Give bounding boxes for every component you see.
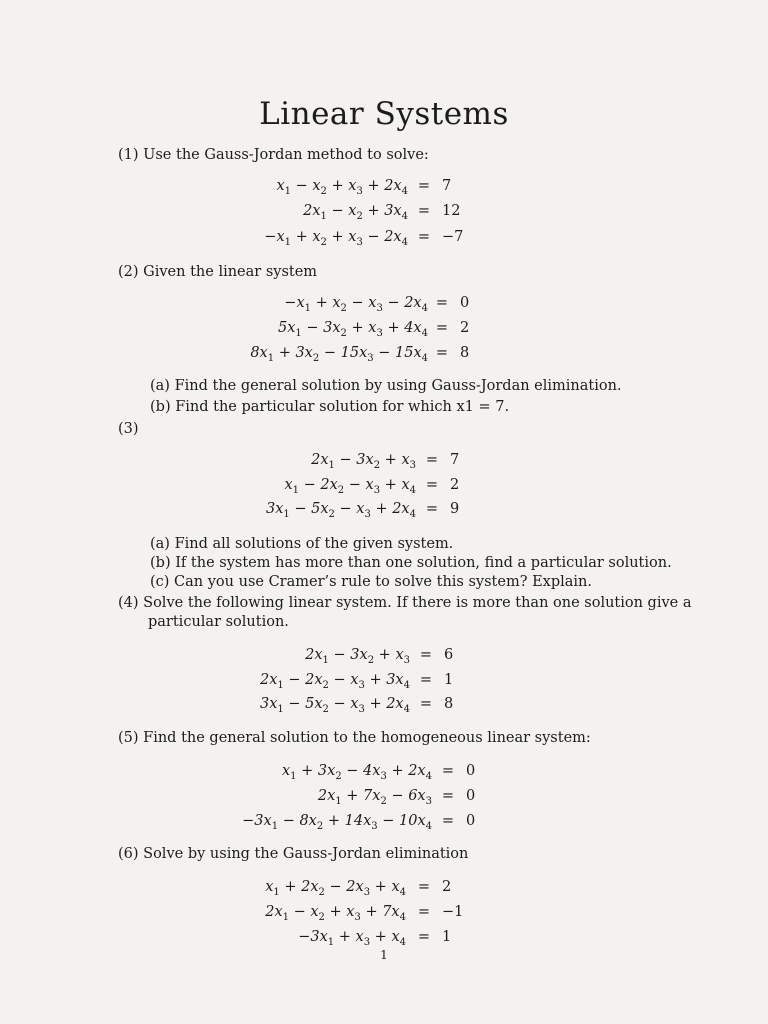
equation-row bbox=[0, 877, 768, 897]
equation-rhs: −1 bbox=[442, 904, 464, 920]
equation-row bbox=[0, 176, 768, 196]
equation-lhs: $x_1 + 2x_2 - 2x_3 + x_4$ bbox=[265, 879, 406, 898]
equation-lhs: $-3x_1 + x_3 + x_4$ bbox=[298, 929, 406, 948]
equation-lhs: $2x_1 - x_2 + 3x_4$ bbox=[303, 203, 408, 222]
equals-sign: = bbox=[417, 203, 431, 219]
equation-row bbox=[0, 927, 768, 947]
equals-sign: = bbox=[435, 320, 449, 336]
equals-sign: = bbox=[417, 879, 431, 895]
equals-sign: = bbox=[435, 345, 449, 361]
problem-4-text: (4) Solve the following linear system. If there is more than one solution give a bbox=[118, 595, 692, 611]
equation-row bbox=[0, 318, 768, 338]
equation-rhs: 8 bbox=[444, 696, 454, 712]
equation-rhs: 7 bbox=[450, 452, 460, 468]
equation-rhs: 1 bbox=[442, 929, 452, 945]
equation-lhs: $2x_1 - x_2 + x_3 + 7x_4$ bbox=[265, 904, 406, 923]
equation-lhs: $2x_1 - 3x_2 + x_3$ bbox=[311, 452, 416, 471]
equation-rhs: 6 bbox=[444, 647, 454, 663]
equation-rhs: −7 bbox=[442, 229, 464, 245]
problem-1-text: (1) Use the Gauss-Jordan method to solve: bbox=[118, 147, 429, 163]
equation-row bbox=[0, 786, 768, 806]
equation-rhs: 2 bbox=[460, 320, 470, 336]
equation-rhs: 0 bbox=[460, 295, 470, 311]
equation-lhs: $3x_1 - 5x_2 - x_3 + 2x_4$ bbox=[265, 501, 416, 520]
equation-row bbox=[0, 902, 768, 922]
equation-row bbox=[0, 499, 768, 519]
equals-sign: = bbox=[417, 229, 431, 245]
equals-sign: = bbox=[417, 178, 431, 194]
equation-lhs: $-x_1 + x_2 + x_3 - 2x_4$ bbox=[264, 229, 408, 248]
equals-sign: = bbox=[441, 813, 455, 829]
problem-3-label: (3) bbox=[118, 421, 139, 437]
equation-row bbox=[0, 293, 768, 313]
equation-row bbox=[0, 201, 768, 221]
equals-sign: = bbox=[435, 295, 449, 311]
equation-row bbox=[0, 811, 768, 831]
equation-rhs: 9 bbox=[450, 501, 460, 517]
equation-rhs: 2 bbox=[450, 477, 460, 493]
equation-lhs: $2x_1 - 2x_2 - x_3 + 3x_4$ bbox=[259, 672, 410, 691]
equals-sign: = bbox=[425, 452, 439, 468]
equals-sign: = bbox=[425, 477, 439, 493]
problem-4-text-continued: particular solution. bbox=[148, 614, 289, 630]
problem-2b-text: (b) Find the particular solution for which x1 = 7. bbox=[150, 399, 510, 415]
equation-rhs: 2 bbox=[442, 879, 452, 895]
equation-lhs: $5x_1 - 3x_2 + x_3 + 4x_4$ bbox=[277, 320, 428, 339]
equation-rhs: 1 bbox=[444, 672, 454, 688]
problem-2a-text: (a) Find the general solution by using Gauss-Jordan elimination. bbox=[150, 378, 622, 394]
problem-2-text: (2) Given the linear system bbox=[118, 264, 318, 280]
equals-sign: = bbox=[417, 904, 431, 920]
equals-sign: = bbox=[441, 763, 455, 779]
problem-3a-text: (a) Find all solutions of the given system. bbox=[150, 536, 454, 552]
equation-rhs: 8 bbox=[460, 345, 470, 361]
equation-rhs: 12 bbox=[442, 203, 461, 219]
equation-lhs: $3x_1 - 5x_2 - x_3 + 2x_4$ bbox=[259, 696, 410, 715]
equals-sign: = bbox=[419, 647, 433, 663]
equation-lhs: $8x_1 + 3x_2 - 15x_3 - 15x_4$ bbox=[250, 345, 428, 364]
problem-5-text: (5) Find the general solution to the homogeneous linear system: bbox=[118, 730, 591, 746]
equals-sign: = bbox=[417, 929, 431, 945]
equation-rhs: 0 bbox=[466, 813, 476, 829]
equation-row bbox=[0, 670, 768, 690]
equals-sign: = bbox=[419, 672, 433, 688]
equation-row bbox=[0, 227, 768, 247]
equals-sign: = bbox=[425, 501, 439, 517]
page-title: Linear Systems bbox=[259, 96, 509, 132]
page-number: 1 bbox=[380, 948, 388, 962]
equation-row bbox=[0, 694, 768, 714]
equation-row bbox=[0, 761, 768, 781]
equation-lhs: $-x_1 + x_2 - x_3 - 2x_4$ bbox=[284, 295, 428, 314]
equation-row bbox=[0, 450, 768, 470]
equation-row bbox=[0, 475, 768, 495]
problem-3b-text: (b) If the system has more than one solution, find a particular solution. bbox=[150, 555, 672, 571]
equation-lhs: $2x_1 + 7x_2 - 6x_3$ bbox=[317, 788, 432, 807]
equation-rhs: 7 bbox=[442, 178, 452, 194]
equals-sign: = bbox=[419, 696, 433, 712]
equation-lhs: $x_1 - 2x_2 - x_3 + x_4$ bbox=[284, 477, 416, 496]
equation-rhs: 0 bbox=[466, 763, 476, 779]
problem-6-text: (6) Solve by using the Gauss-Jordan elimination bbox=[118, 846, 469, 862]
equation-rhs: 0 bbox=[466, 788, 476, 804]
equals-sign: = bbox=[441, 788, 455, 804]
equation-row bbox=[0, 645, 768, 665]
equation-lhs: $x_1 + 3x_2 - 4x_3 + 2x_4$ bbox=[281, 763, 432, 782]
equation-row bbox=[0, 343, 768, 363]
equation-lhs: $-3x_1 - 8x_2 + 14x_3 - 10x_4$ bbox=[242, 813, 432, 832]
equation-lhs: $2x_1 - 3x_2 + x_3$ bbox=[305, 647, 410, 666]
equation-lhs: $x_1 - x_2 + x_3 + 2x_4$ bbox=[276, 178, 408, 197]
problem-3c-text: (c) Can you use Cramer’s rule to solve this system? Explain. bbox=[150, 574, 592, 590]
